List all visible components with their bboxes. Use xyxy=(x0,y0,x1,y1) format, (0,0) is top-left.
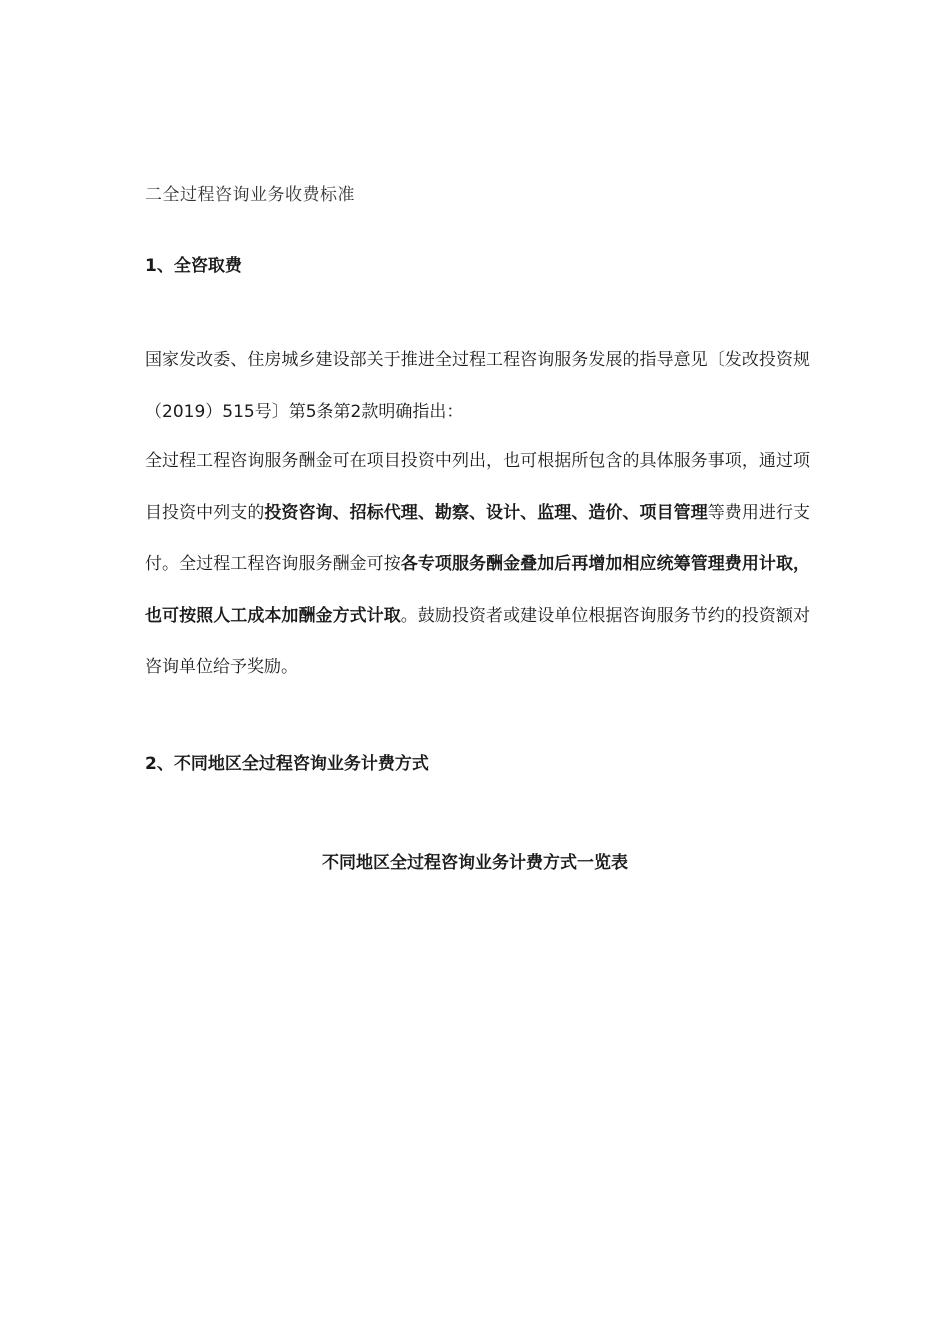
section-1-body-paragraph xyxy=(145,436,810,694)
document-title: 二全过程咨询业务收费标准 xyxy=(145,185,355,205)
section-2-heading: 2、不同地区全过程咨询业务计费方式 xyxy=(145,754,429,774)
section-1-intro-paragraph: 国家发改委、住房城乡建设部关于推进全过程工程咨询服务发展的指导意见〔发改投资规（2019）515号〕第5条第2款明确指出： xyxy=(145,350,810,422)
table-title: 不同地区全过程咨询业务计费方式一览表 xyxy=(322,853,628,873)
body-bold-fee-method: 各专项服务酬金叠加后再增加相应统筹管理费用计取，也可按照人工成本加酬金方式计取 xyxy=(145,554,811,626)
body-bold-service-list: 投资咨询、招标代理、勘察、设计、监理、造价、项目管理 xyxy=(264,502,708,523)
section-1-heading: 1、全咨取费 xyxy=(145,256,242,276)
body-text-part-3: 。鼓励投资者或建设单位根据咨询服务节约的投资额对咨询单位给予奖励。 xyxy=(145,605,811,677)
body-text-part-1: 全过程工程咨询服务酬金可在项目投资中列出，也可根据所包含的具体服务事项，通过项目投资中列支的 xyxy=(145,451,810,523)
body-text-part-2: 等费用进行支付。全过程工程咨询服务酬金可按 xyxy=(145,502,811,574)
